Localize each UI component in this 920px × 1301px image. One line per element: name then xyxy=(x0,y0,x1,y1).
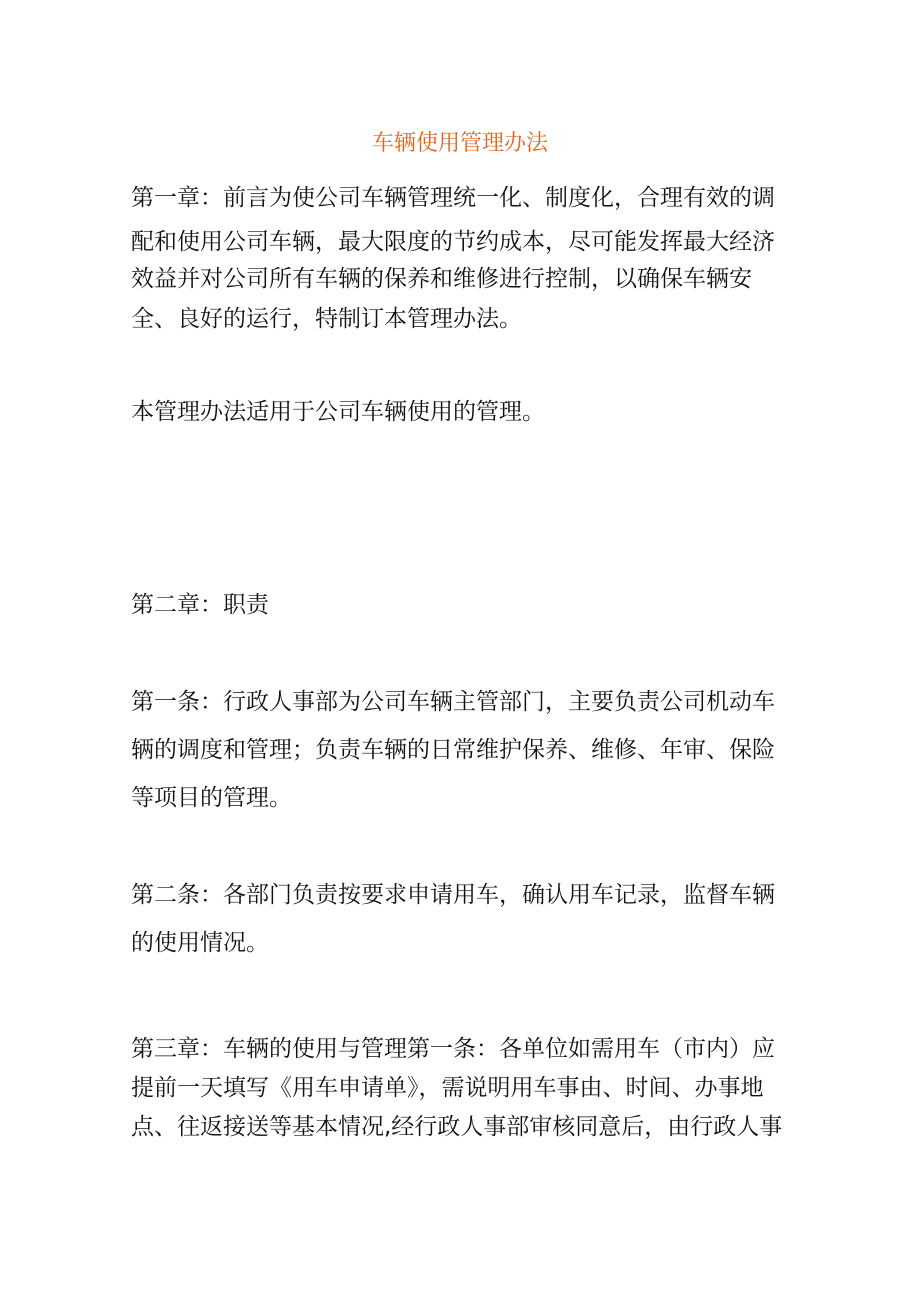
text-line: 效益并对公司所有车辆的保养和维修进行控制，以确保车辆安 xyxy=(131,266,752,292)
text-line: 等项目的管理。 xyxy=(131,785,292,811)
text-line: 第一条：行政人事部为公司车辆主管部门，主要负责公司机动车 xyxy=(131,689,775,715)
text-line: 全、良好的运行，特制订本管理办法。 xyxy=(131,306,522,332)
text-line: 本管理办法适用于公司车辆使用的管理。 xyxy=(131,399,545,425)
chapter2-heading: 第二章：职责 xyxy=(131,592,269,618)
text-line: 点、往返接送等基本情况,经行政人事部审核同意后，由行政人事 xyxy=(131,1114,783,1140)
text-line: 辆的调度和管理；负责车辆的日常维护保养、维修、年审、保险 xyxy=(131,737,775,763)
text-line: 第二条：各部门负责按要求申请用车，确认用车记录，监督车辆 xyxy=(131,882,775,908)
text-line: 的使用情况。 xyxy=(131,930,269,956)
text-line: 配和使用公司车辆，最大限度的节约成本，尽可能发挥最大经济 xyxy=(131,229,775,255)
page-title: 车辆使用管理办法 xyxy=(371,131,548,156)
text-line: 第三章：车辆的使用与管理第一条：各单位如需用车（市内）应 xyxy=(131,1036,775,1062)
text-line: 提前一天填写《用车申请单》，需说明用车事由、时间、办事地 xyxy=(131,1075,764,1101)
text-line: 第一章：前言为使公司车辆管理统一化、制度化，合理有效的调 xyxy=(131,185,775,211)
